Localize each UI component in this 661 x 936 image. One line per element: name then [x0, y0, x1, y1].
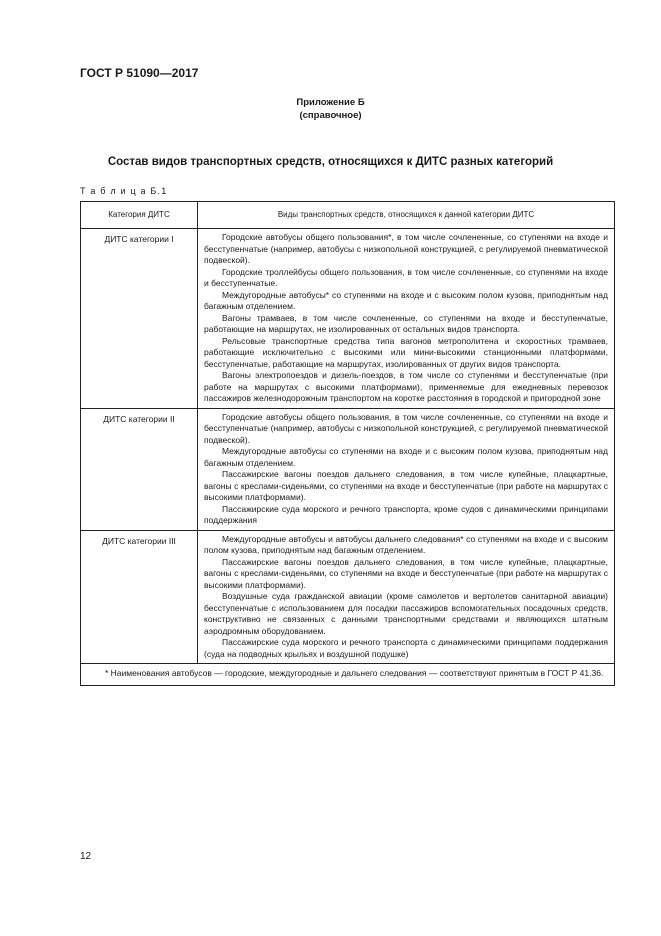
- kinds-cell: [198, 229, 615, 409]
- table-header-row: [81, 202, 615, 229]
- page-title: Состав видов транспортных средств, относящихся к ДИТС разных категорий: [107, 156, 554, 168]
- table-label: Т а б л и ц а Б.1: [80, 186, 168, 196]
- category-cell: ДИТС категории II: [81, 408, 198, 530]
- table-row: [81, 229, 615, 409]
- kinds-cell: [198, 408, 615, 530]
- category-cell: ДИТС категории III: [81, 530, 198, 664]
- list-item: Городские автобусы общего пользования, в том числе сочлененные, со ступенями на входе и бесступенчатые (например, автобусы с низкопольной конструкцией, с регулируемой пневматической подвеской).: [204, 411, 608, 445]
- category-cell: ДИТС категории I: [81, 229, 198, 409]
- table-row: [81, 408, 615, 530]
- categories-table: [80, 201, 615, 686]
- column-header-category: Категория ДИТС: [81, 202, 198, 229]
- list-item: Пассажирские вагоны поездов дальнего следования, в том числе купейные, плацкартные, вагоны с креслами-сиденьями, со ступенями на входе и бесступенчатые (при работе на маршрутах с высокими платформами).: [204, 556, 608, 590]
- footnote-cell: [81, 664, 615, 686]
- page-number: 12: [80, 851, 92, 862]
- column-header-kinds: Виды транспортных средств, относящихся к данной категории ДИТС: [198, 202, 615, 229]
- list-item: Междугородные автобусы* со ступенями на входе и с высоким полом кузова, приподнятым над багажным отделением.: [204, 289, 608, 311]
- list-item: Междугородные автобусы и автобусы дальнего следования* со ступенями на входе и с высоким полом кузова, приподнятым над багажным отделением.: [204, 533, 608, 555]
- table-row: [81, 530, 615, 664]
- list-item: Рельсовые транспортные средства типа вагонов метрополитена и скоростных трамваев, работающие исключительно с высокими или мини-высокими станционными платформами, бесступенчатые, работающие на маршрутах, изолированных от других видов транспорта.: [204, 335, 608, 369]
- list-item: Междугородные автобусы со ступенями на входе и с высоким полом кузова, приподнятым над багажным отделением.: [204, 446, 608, 468]
- list-item: Городские троллейбусы общего пользования, в том числе сочлененные, со ступенями на входе и бесступенчатые.: [204, 266, 608, 288]
- footnote: * Наименования автобусов — городские, междугородные и дальнего следования — соответствуют принятым в ГОСТ Р 41.36.: [105, 668, 604, 678]
- footnote-row: [81, 664, 615, 686]
- list-item: Пассажирские суда морского и речного транспорта с динамическими принципами поддержания (суда на подводных крыльях и воздушной подушке): [204, 637, 608, 659]
- list-item: Пассажирские вагоны поездов дальнего следования, в том числе купейные, плацкартные, вагоны с креслами-сиденьями, со ступенями на входе и бесступенчатые (при работе на маршрутах с высокими платформами).: [204, 469, 608, 502]
- list-item: Вагоны электропоездов и дизель-поездов, в том числе со ступенями и бесступенчатые (при работе на маршрутах с высокими платформами), применяемые для ежедневных перевозок пассажиров железнодорожным транспортом на коротке расстояния в городской и пригородной зоне: [204, 370, 608, 403]
- list-item: Вагоны трамваев, в том числе сочлененные, со ступенями на входе и бесступенчатые, работающие на маршрутах, не изолированных от остальных видов транспорта.: [204, 312, 608, 334]
- appendix-heading: [0, 96, 661, 122]
- appendix-subtitle: (справочное): [299, 110, 362, 121]
- list-item: Пассажирские суда морского и речного транспорта, кроме судов с динамическими принципами поддержания: [204, 503, 608, 525]
- kinds-cell: [198, 530, 615, 664]
- document-code: ГОСТ Р 51090—2017: [80, 66, 199, 80]
- list-item: Городские автобусы общего пользования*, в том числе сочлененные, со ступенями на входе и бесступенчатые (например, автобусы с низкопольной конструкцией, с регулируемой пневматической подвеской).: [204, 232, 608, 265]
- list-item: Воздушные суда гражданской авиации (кроме самолетов и вертолетов санитарной авиации) бесступенчатые с использованием для посадки пассажиров вспомогательных посадочных средств, конструктивно не связанных с данными транспортными средствами и являющихся штатным аэродромным оборудованием.: [204, 591, 608, 636]
- appendix-title: Приложение Б: [296, 97, 365, 108]
